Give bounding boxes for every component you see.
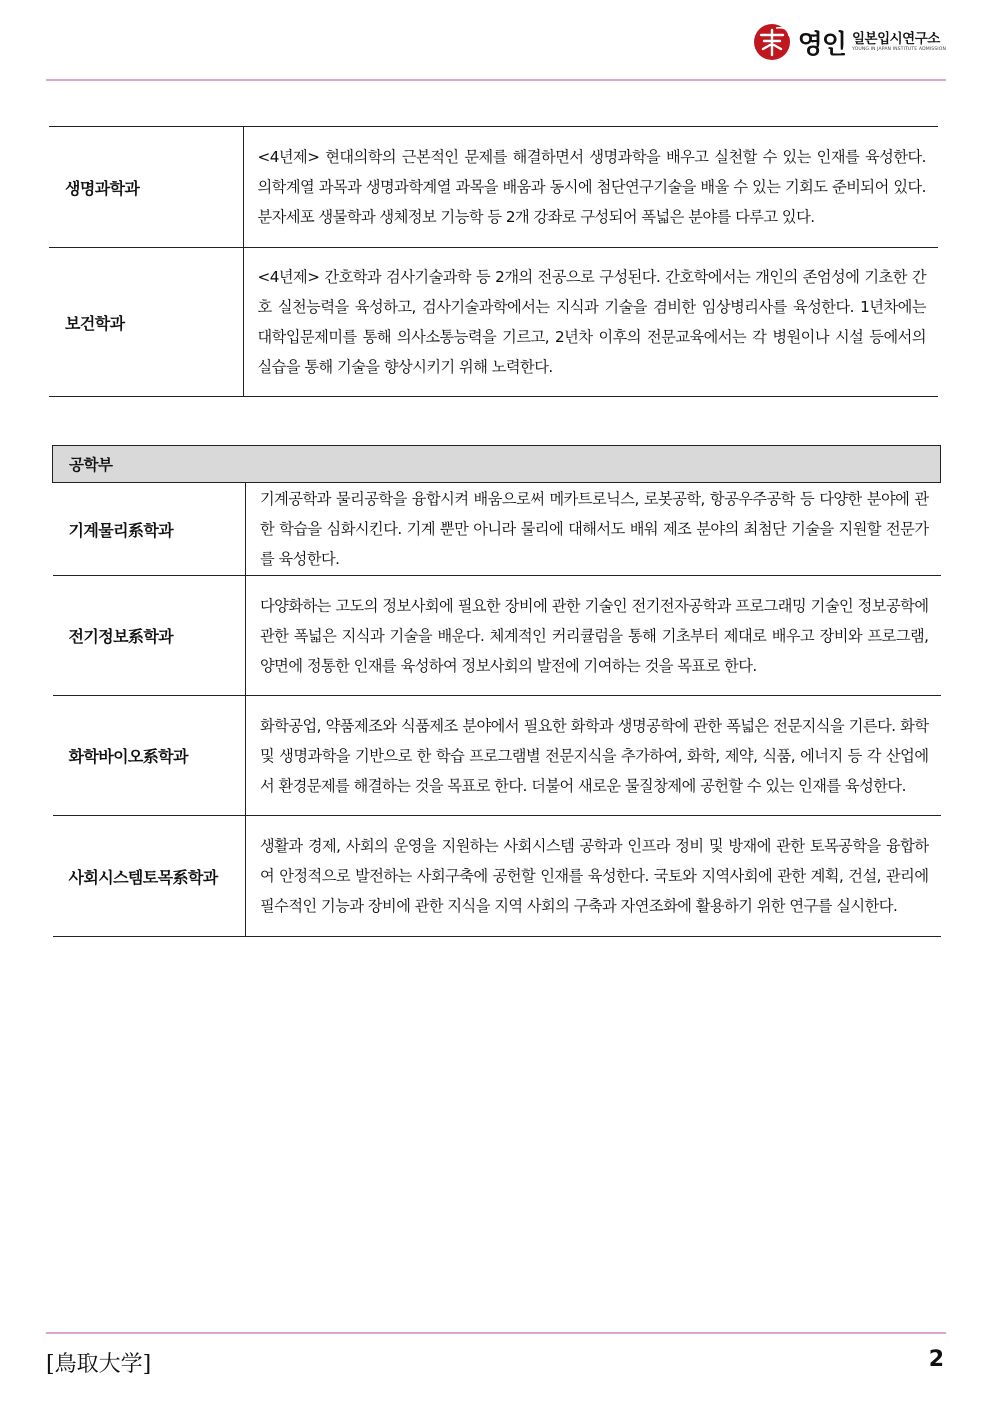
table-row [53, 576, 941, 696]
table-row [49, 248, 938, 397]
table-row [53, 816, 941, 937]
department-name: 생명과학과 [49, 127, 243, 248]
brand-logo [752, 20, 946, 64]
section-title: 공학부 [53, 446, 941, 483]
department-name: 전기정보系학과 [53, 576, 246, 696]
logo-tagline: YOUNG IN JAPAN INSTITUTE ADMISSION [851, 46, 946, 52]
header-divider [46, 79, 946, 81]
department-name: 보건학과 [49, 248, 243, 397]
department-description: <4년제> 간호학과 검사기술과학 등 2개의 전공으로 구성된다. 간호학에서는 개인의 존엄성에 기초한 간호 실천능력을 육성하고, 검사기술과학에서는 지식과 기술을 겸비한 임상병리사를 육성한다. 1년차에는 대학입문제미를 통해 의사소통능력을 기르고, 2년차 이후의 전문교육에서는 각 병원이나 시설 등에서의 실습을 통해 기술을 향상시키기 위해 노력한다. [243, 248, 938, 397]
department-description: 생활과 경제, 사회의 운영을 지원하는 사회시스템 공학과 인프라 정비 및 방재에 관한 토목공학을 융합하여 안정적으로 발전하는 사회구축에 공헌할 인재를 육성한다. 국토와 지역사회에 관한 계획, 건설, 관리에 필수적인 기능과 장비에 관한 지식을 지역 사회의 구축과 자연조화에 활용하기 위한 연구를 실시한다. [246, 816, 941, 937]
section-header [53, 446, 941, 483]
logo-main-text: 영인 [797, 29, 846, 60]
table-row [53, 696, 941, 816]
department-name: 화학바이오系학과 [53, 696, 246, 816]
table-row [49, 127, 938, 248]
department-description: 화학공업, 약품제조와 식품제조 분야에서 필요한 화학과 생명공학에 관한 폭넓은 전문지식을 기른다. 화학 및 생명과학을 기반으로 한 학습 프로그램별 전문지식을 추가하여, 화학, 제약, 식품, 에너지 등 각 산업에서 환경문제를 해결하는 것을 목표로 한다. 더불어 새로운 물질창제에 공헌할 수 있는 인재를 육성한다. [246, 696, 941, 816]
department-table-2 [52, 445, 941, 937]
logo-sub-text: 일본입시연구소 [851, 30, 940, 47]
department-description: <4년제> 현대의학의 근본적인 문제를 해결하면서 생명과학을 배우고 실천할 수 있는 인재를 육성한다. 의학계열 과목과 생명과학계열 과목을 배움과 동시에 첨단연구기술을 배울 수 있는 기회도 준비되어 있다. 분자세포 생물학과 생체정보 기능학 등 2개 강좌로 구성되어 폭넓은 분야를 다루고 있다. [243, 127, 938, 248]
department-name: 사회시스템토목系학과 [53, 816, 246, 937]
footer-divider [46, 1332, 946, 1334]
table-row [53, 483, 941, 576]
department-description: 다양화하는 고도의 정보사회에 필요한 장비에 관한 기술인 전기전자공학과 프로그래밍 기술인 정보공학에 관한 폭넓은 지식과 기술을 배운다. 체계적인 커리큘럼을 통해 기초부터 제대로 배우고 장비와 프로그램, 양면에 정통한 인재를 육성하여 정보사회의 발전에 기여하는 것을 목표로 한다. [246, 576, 941, 696]
logo-emblem-icon [752, 22, 792, 62]
department-description: 기계공학과 물리공학을 융합시켜 배움으로써 메카트로닉스, 로봇공학, 항공우주공학 등 다양한 분야에 관한 학습을 심화시킨다. 기계 뿐만 아니라 물리에 대해서도 배워 제조 분야의 최첨단 기술을 지원할 전문가를 육성한다. [246, 483, 941, 576]
university-name: [鳥取大学] [46, 1352, 152, 1377]
page-number: 2 [928, 1347, 944, 1372]
department-name: 기계물리系학과 [53, 483, 246, 576]
department-table-1 [49, 126, 938, 397]
